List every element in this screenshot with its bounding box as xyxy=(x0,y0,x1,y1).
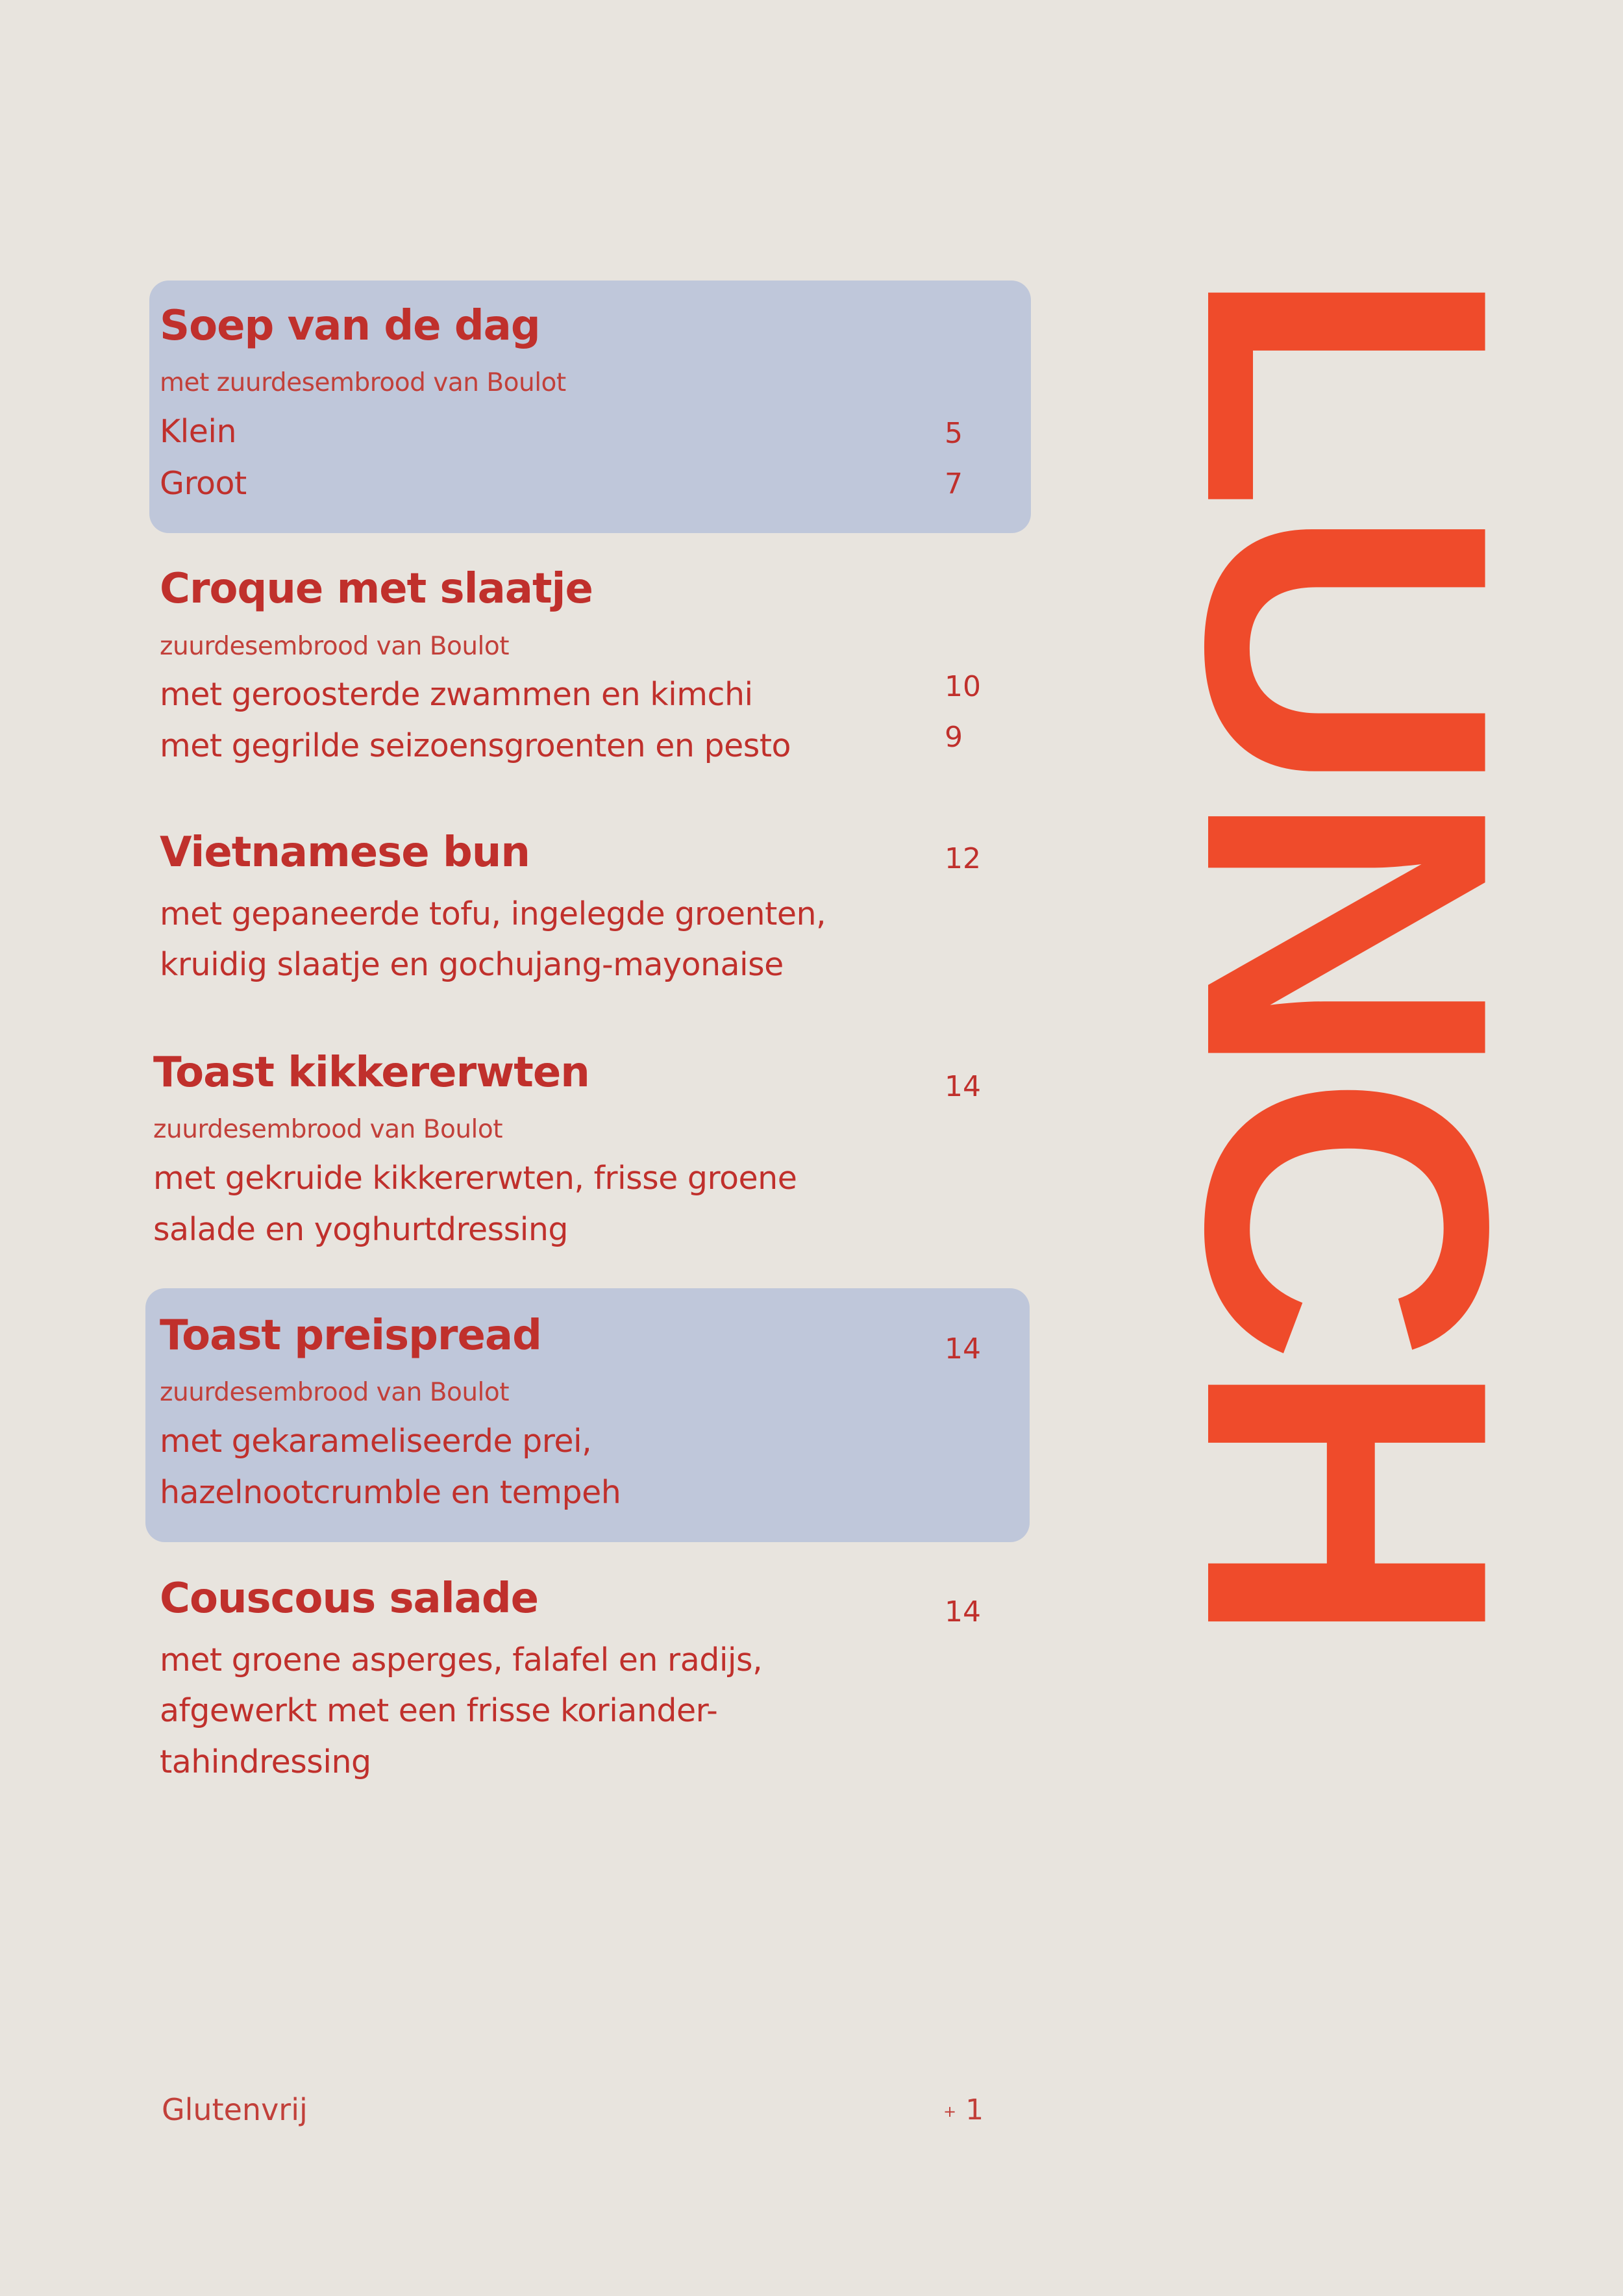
item-price: 12 xyxy=(945,842,981,875)
item-title: Vietnamese bun xyxy=(160,829,530,877)
item-title: Soep van de dag xyxy=(160,302,540,350)
item-price: 14 xyxy=(945,1595,981,1628)
option-label: Groot xyxy=(160,465,247,502)
item-price: 14 xyxy=(945,1332,981,1366)
item-description-line: salade en yoghurtdressing xyxy=(153,1211,568,1248)
item-description-line: afgewerkt met een frisse koriander- xyxy=(160,1692,718,1729)
gluten-free-label: Glutenvrij xyxy=(162,2092,308,2127)
item-description-line: met groene asperges, falafel en radijs, xyxy=(160,1641,763,1678)
item-subtitle: zuurdesembrood van Boulot xyxy=(160,632,510,661)
option-label: met geroosterde zwammen en kimchi xyxy=(160,676,753,713)
option-price: 10 xyxy=(945,670,981,703)
item-description-line: hazelnootcrumble en tempeh xyxy=(160,1474,621,1511)
option-label: met gegrilde seizoensgroenten en pesto xyxy=(160,727,791,764)
item-title: Toast kikkererwten xyxy=(153,1049,589,1097)
item-description-line: met gekarameliseerde prei, xyxy=(160,1423,592,1460)
option-label: Klein xyxy=(160,413,237,450)
item-price: 14 xyxy=(945,1070,981,1103)
item-description-line: tahindressing xyxy=(160,1743,371,1780)
item-description-line: kruidig slaatje en gochujang-mayonaise xyxy=(160,946,784,983)
item-title: Couscous salade xyxy=(160,1575,539,1623)
gluten-free-surcharge xyxy=(943,2093,984,2127)
item-description-line: met gekruide kikkererwten, frisse groene xyxy=(153,1160,797,1197)
option-price: 5 xyxy=(945,417,963,450)
option-price: 9 xyxy=(945,721,963,754)
surcharge-value: 1 xyxy=(965,2093,984,2127)
plus-sign: + xyxy=(943,2103,957,2121)
item-title: Croque met slaatje xyxy=(160,565,593,613)
item-description-line: met gepaneerde tofu, ingelegde groenten, xyxy=(160,895,826,932)
item-subtitle: zuurdesembrood van Boulot xyxy=(160,1378,510,1407)
lunch-heading-area xyxy=(1122,266,1572,1642)
lunch-heading: LUNCH xyxy=(1122,266,1572,1642)
item-subtitle: met zuurdesembrood van Boulot xyxy=(160,368,566,397)
item-title: Toast preispread xyxy=(160,1312,541,1360)
option-price: 7 xyxy=(945,468,963,501)
item-subtitle: zuurdesembrood van Boulot xyxy=(153,1115,503,1144)
